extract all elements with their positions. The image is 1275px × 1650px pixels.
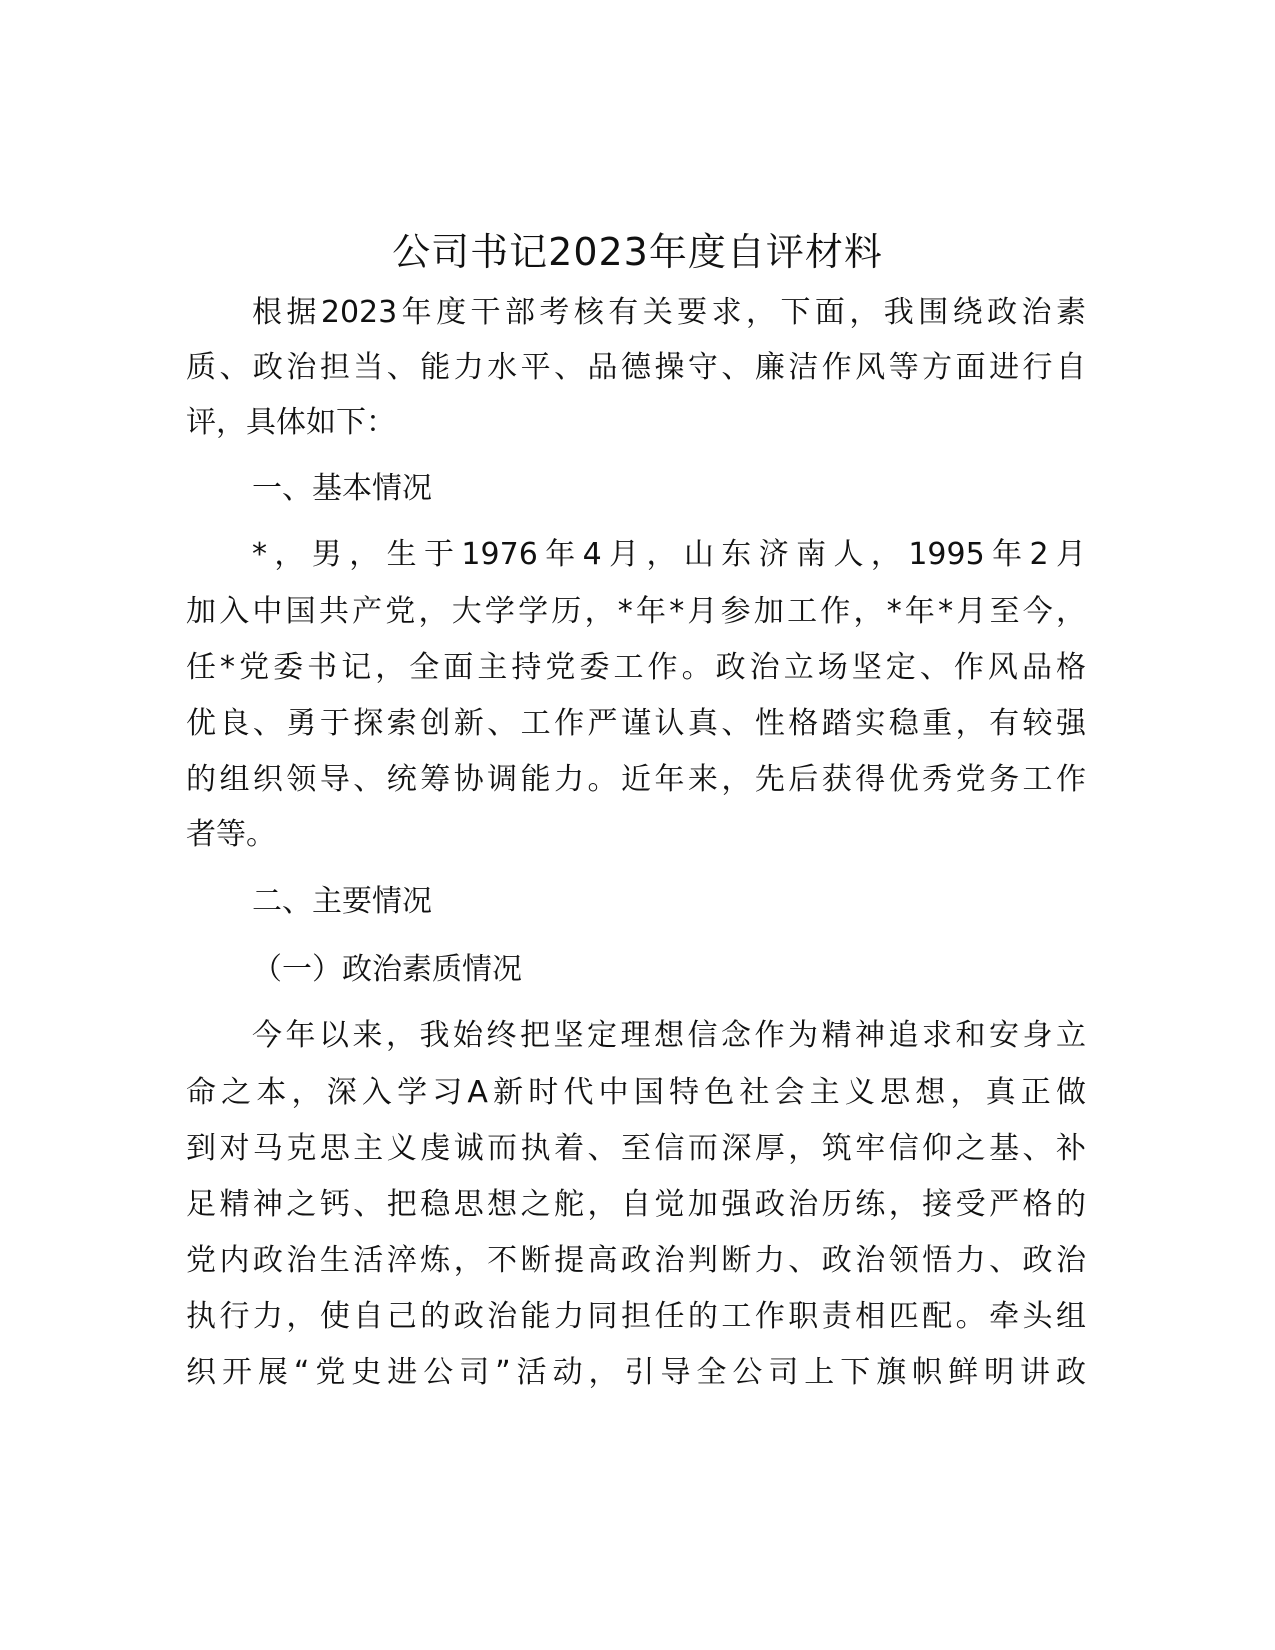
section2-line-3: 到对马克思主义虔诚而执着、至信而深厚，筑牢信仰之基、补 (186, 1131, 1086, 1166)
section1-line-5: 的组织领导、统筹协调能力。近年来，先后获得优秀党务工作 (186, 762, 1086, 797)
intro-line-1: 根据2023年度干部考核有关要求，下面，我围绕政治素 (252, 295, 1086, 330)
section2-line-5: 党内政治生活淬炼，不断提高政治判断力、政治领悟力、政治 (186, 1243, 1086, 1278)
section2-line-4: 足精神之钙、把稳思想之舵，自觉加强政治历练，接受严格的 (186, 1187, 1086, 1222)
section2-line-2: 命之本，深入学习A新时代中国特色社会主义思想，真正做 (186, 1075, 1086, 1110)
section2-heading: 二、主要情况 (252, 884, 432, 919)
section2-line-7: 织开展“党史进公司”活动，引导全公司上下旗帜鲜明讲政 (186, 1355, 1086, 1390)
section1-line-4: 优良、勇于探索创新、工作严谨认真、性格踏实稳重，有较强 (186, 706, 1086, 741)
section1-line-6: 者等。 (186, 817, 276, 852)
section2-line-6: 执行力，使自己的政治能力同担任的工作职责相匹配。牵头组 (186, 1299, 1086, 1334)
section2-line-1: 今年以来，我始终把坚定理想信念作为精神追求和安身立 (252, 1018, 1086, 1053)
intro-line-3: 评，具体如下： (186, 405, 396, 440)
intro-line-2: 质、政治担当、能力水平、品德操守、廉洁作风等方面进行自 (186, 350, 1086, 385)
section2-subheading: （一）政治素质情况 (252, 952, 522, 987)
section1-heading: 一、基本情况 (252, 471, 432, 506)
section1-line-3: 任*党委书记，全面主持党委工作。政治立场坚定、作风品格 (186, 650, 1086, 685)
section1-line-1: *，男，生于1976年4月，山东济南人，1995年2月 (252, 537, 1086, 572)
section1-line-2: 加入中国共产党，大学学历，*年*月参加工作，*年*月至今， (186, 594, 1086, 629)
document-title: 公司书记2023年度自评材料 (392, 230, 883, 274)
